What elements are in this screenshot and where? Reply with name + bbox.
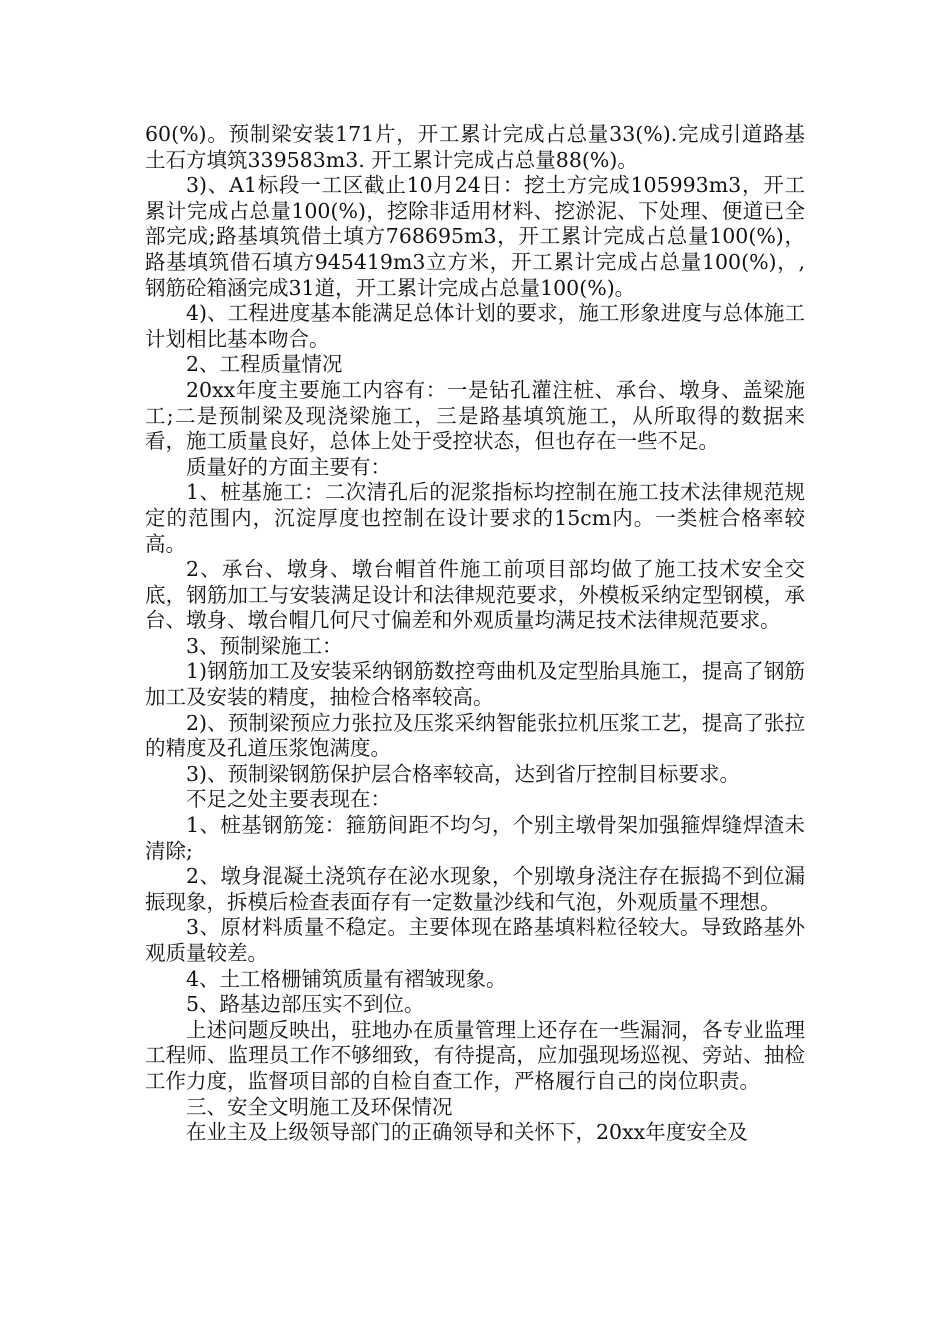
list-item-prestress-tensioning: 2)、预制梁预应力张拉及压浆采纳智能张拉机压浆工艺，提高了张拉的精度及孔道压浆饱满度。 (145, 710, 805, 761)
paragraph-management-issues: 上述问题反映出，驻地办在质量管理上还存在一些漏洞，各专业监理工程师、监理员工作不够细致，有待提高，应加强现场巡视、旁站、抽检工作力度，监督项目部的自检自查工作，严格履行自己的岗位职责。 (145, 1017, 805, 1093)
section-heading-quality: 2、工程质量情况 (186, 352, 343, 377)
paragraph-quality-overview: 20xx年度主要施工内容有：一是钻孔灌注桩、承台、墩身、盖梁施工;二是预制梁及现浇梁施工，三是路基填筑施工，从所取得的数据来看，施工质量良好，总体上处于受控状态，但也存在一些不足。 (145, 377, 805, 454)
paragraph-a1-section-progress: 3)、A1标段一工区截止10月24日：挖土方完成105993m3，开工累计完成占总量100(%)，挖除非适用材料、挖淤泥、下处理、便道已全部完成;路基填筑借土填方768695m3，开工累计完成占总量100(%)，路基填筑借石填方945419m3立方米，开工累计完成占总量100(%)，,钢筋砼箱涵完成31道，开工累计完成占总量100(%)。 (145, 173, 805, 300)
list-item-compaction: 5、路基边部压实不到位。 (186, 992, 425, 1017)
paragraph-schedule-summary: 4)、工程进度基本能满足总体计划的要求，施工形象进度与总体施工计划相比基本吻合。 (145, 301, 805, 351)
list-item-concrete-pouring: 2、墩身混凝土浇筑存在泌水现象，个别墩身浇注存在振捣不到位漏振现象，拆模后检查表面存有一定数量沙线和气泡，外观质量不理想。 (145, 864, 805, 914)
list-item-pier-cap: 2、承台、墩身、墩台帽首件施工前项目部均做了施工技术安全交底，钢筋加工与安装满足设计和法律规范要求，外模板采纳定型钢模，承台、墩身、墩台帽几何尺寸偏差和外观质量均满足技术法律规范要求。 (145, 557, 805, 633)
list-item-rebar-cover: 3)、预制梁钢筋保护层合格率较高，达到省厅控制目标要求。 (186, 761, 741, 786)
paragraph-safety-intro: 在业主及上级领导部门的正确领导和关怀下，20xx年度安全及 (186, 1120, 748, 1145)
list-item-rebar-cage: 1、桩基钢筋笼：箍筋间距不均匀，个别主墩骨架加强箍焊缝焊渣未清除; (145, 813, 805, 863)
list-item-pile-foundation: 1、桩基施工：二次清孔后的泥浆指标均控制在施工技术法律规范规定的范围内，沉淀厚度也控制在设计要求的15cm内。一类桩合格率较高。 (145, 480, 805, 556)
section-heading-safety: 三、安全文明施工及环保情况 (186, 1094, 453, 1119)
subheading-good-aspects: 质量好的方面主要有： (186, 454, 391, 479)
paragraph-progress-continued: 60(%)。预制梁安装171片，开工累计完成占总量33(%).完成引道路基土石方填筑339583m3. 开工累计完成占总量88(%)。 (145, 122, 805, 172)
list-item-raw-material: 3、原材料质量不稳定。主要体现在路基填料粒径较大。导致路基外观质量较差。 (145, 915, 805, 965)
subheading-shortcomings: 不足之处主要表现在： (186, 787, 391, 812)
list-item-geogrid: 4、土工格栅铺筑质量有褶皱现象。 (186, 966, 507, 991)
document-body (145, 122, 805, 1146)
list-item-rebar-processing: 1)钢筋加工及安装采纳钢筋数控弯曲机及定型胎具施工，提高了钢筋加工及安装的精度，抽检合格率较高。 (145, 659, 805, 710)
list-item-precast-beam: 3、预制梁施工： (186, 633, 343, 658)
